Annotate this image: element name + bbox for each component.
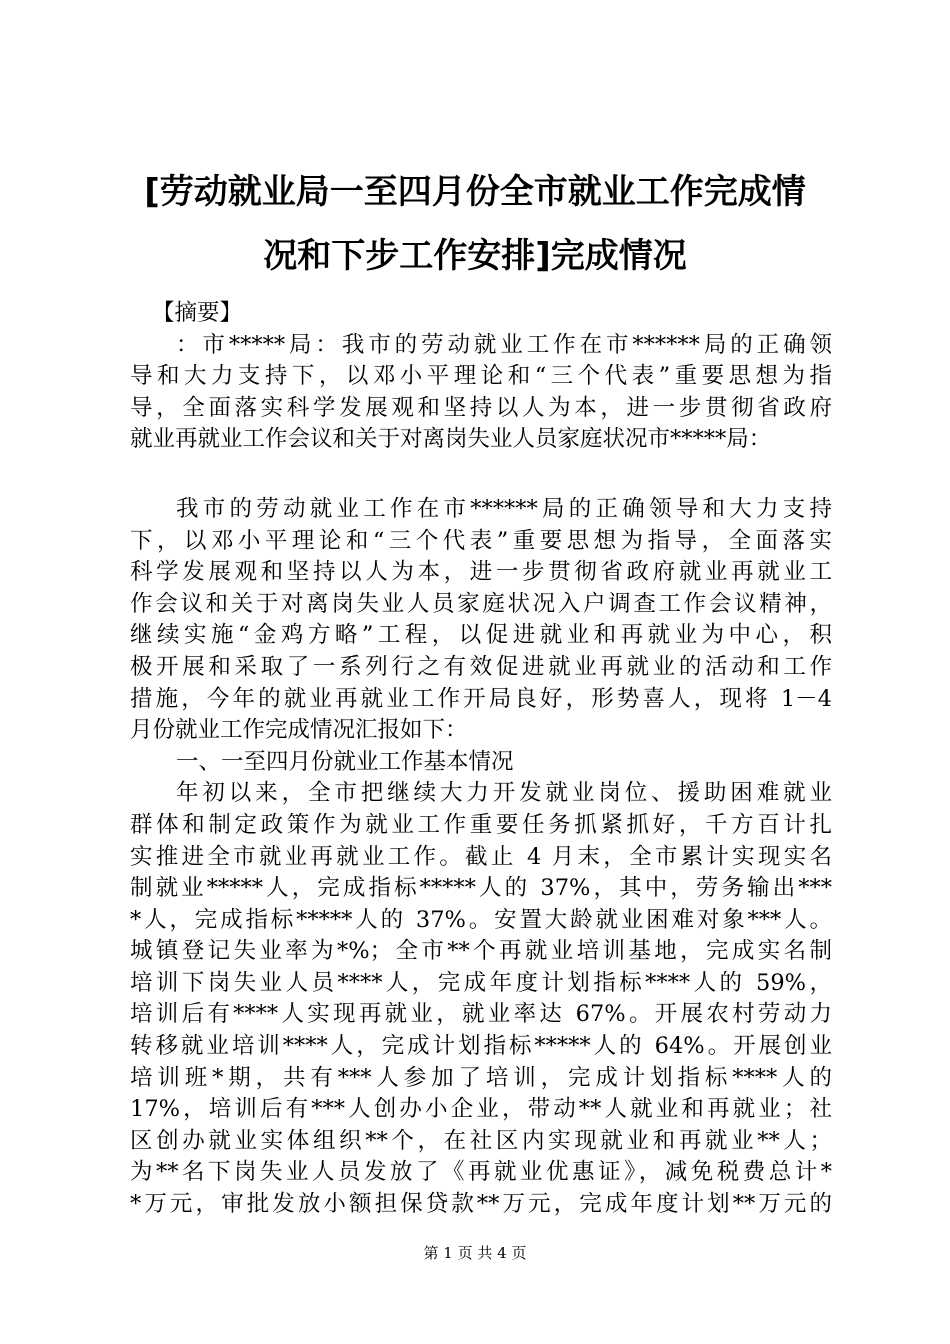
section-line: 群体和制定政策作为就业工作重要任务抓紧抓好，千方百计扎 [130,811,832,838]
document-title [100,160,850,288]
section-line: 为**名下岗失业人员发放了《再就业优惠证》，减免税费总计* [130,1159,832,1186]
abstract-paragraph [130,330,832,456]
intro-line: 作会议和关于对离岗失业人员家庭状况入户调查工作会议精神， [130,590,832,617]
section-line: 年初以来，全市把继续大力开发就业岗位、援助困难就业 [176,780,832,807]
section-paragraph [130,778,832,1220]
section-line: 培训班*期，共有***人参加了培训，完成计划指标****人的 [130,1064,832,1091]
intro-line: 极开展和采取了一系列行之有效促进就业再就业的活动和工作 [130,653,832,680]
section-line: 培训下岗失业人员****人，完成年度计划指标****人的 59%， [130,969,832,996]
page-number-footer: 第 1 页 共 4 页 [423,1244,527,1262]
section-line: 制就业*****人，完成指标*****人的 37%，其中，劳务输出*** [130,875,832,902]
paragraph-spacer [130,456,832,494]
intro-line: 我市的劳动就业工作在市******局的正确领导和大力支持 [176,495,832,522]
section-line: 转移就业培训****人，完成计划指标*****人的 64%。开展创业 [130,1033,832,1060]
section-line: 城镇登记失业率为*%；全市**个再就业培训基地，完成实名制 [130,938,832,965]
abstract-line: 导和大力支持下，以邓小平理论和“三个代表”重要思想为指 [130,363,832,390]
section-line: *万元，审批发放小额担保贷款**万元，完成年度计划**万元的 [130,1191,832,1218]
section-line: 17%，培训后有***人创办小企业，带动**人就业和再就业；社 [130,1096,832,1123]
abstract-label: 【摘要】 [152,300,243,326]
section-line: *人，完成指标*****人的 37%。安置大龄就业困难对象***人。 [130,906,832,933]
section-heading: 一、一至四月份就业工作基本情况 [176,748,514,775]
intro-paragraph [130,494,832,747]
intro-line: 下，以邓小平理论和“三个代表”重要思想为指导，全面落实 [130,527,832,554]
abstract-line: 导，全面落实科学发展观和坚持以人为本，进一步贯彻省政府 [130,394,832,421]
title-line-2: 况和下步工作安排]完成情况 [263,236,687,276]
intro-line: 措施，今年的就业再就业工作开局良好，形势喜人，现将 1－4 [130,685,832,712]
section-line: 培训后有****人实现再就业，就业率达 67%。开展农村劳动力 [130,1001,832,1028]
abstract-line: 就业再就业工作会议和关于对离岗失业人员家庭状况市*****局： [130,426,772,453]
intro-line: 科学发展观和坚持以人为本，进一步贯彻省政府就业再就业工 [130,559,832,586]
title-line-1: [劳动就业局一至四月份全市就业工作完成情 [144,172,806,212]
abstract-line: ：市*****局：我市的劳动就业工作在市******局的正确领 [176,331,832,358]
section-line: 区创办就业实体组织**个，在社区内实现就业和再就业**人； [130,1127,832,1154]
intro-line: 继续实施“金鸡方略”工程，以促进就业和再就业为中心，积 [130,622,832,649]
intro-line: 月份就业工作完成情况汇报如下： [130,717,468,744]
section-line: 实推进全市就业再就业工作。截止 4 月末，全市累计实现实名 [130,843,832,870]
document-body [130,298,832,1221]
